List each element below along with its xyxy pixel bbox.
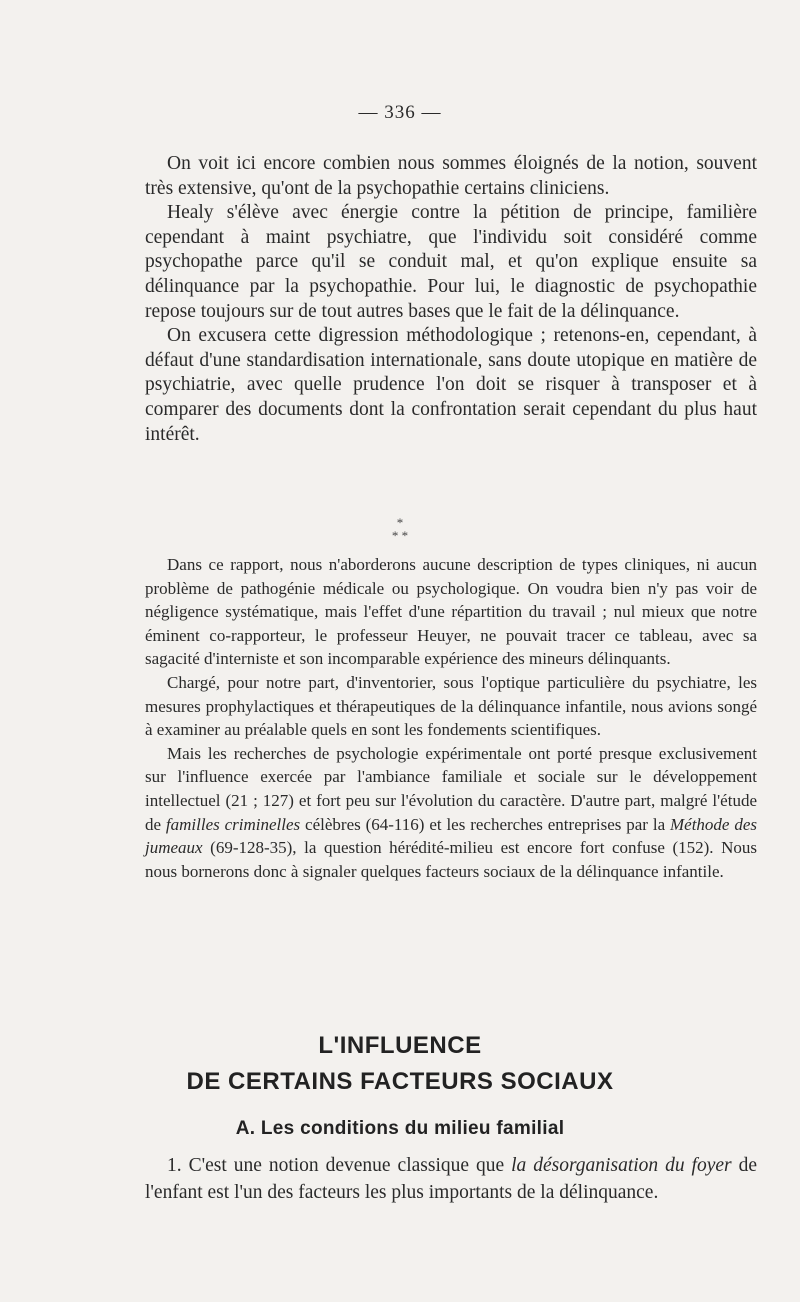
paragraph-healy: Healy s'élève avec énergie contre la pétition de principe, familière cependant à maint psychiatre, que l'individu soit considéré comme psychopathe parce qu'il se conduit mal, et qu'on explique ensuite sa délinquance par la psychopathie. Pour lui, le diagnostic de psychopathie repose toujours sur de tout autres bases que le fait de la délinquance.: [145, 202, 757, 322]
family-section: [145, 1152, 757, 1206]
paragraph-psychopathy-notion: On voit ici encore combien nous sommes éloignés de la notion, souvent très extensive, qu'ont de la psychopathie certains cliniciens.: [145, 153, 757, 199]
paragraph-report-scope: Dans ce rapport, nous n'aborderons aucune description de types cliniques, ni aucun problème de pathogénie médicale ou psychologique. On voudra bien n'y pas voir de négligence systématique, mais l'effet d'une répartition du travail ; nul mieux que notre éminent co-rapporteur, le professeur Heuyer, ne pouvait tracer ce tableau, avec sa sagacité d'interniste et son incomparable expérience des mineurs délinquants.: [145, 555, 757, 669]
family-text-1: 1. C'est une notion devenue classique que: [167, 1155, 512, 1176]
research-text-3: (69-128-35), la question hérédité-milieu est encore fort confuse (152). Nous nous bornerons donc à signaler quelques facteurs sociaux de la délinquance infantile.: [145, 838, 757, 881]
page-number: — 336 —: [358, 102, 442, 123]
asterism-bottom: * *: [391, 528, 409, 543]
paragraph-inventory: Chargé, pour notre part, d'inventorier, sous l'optique particulière du psychiatre, les mesures prophylactiques et thérapeutiques de la délinquance infantile, nous avions songé à examiner au préalable quels en sont les fondements scientifiques.: [145, 672, 757, 740]
chapter-heading-line1: L'INFLUENCE: [318, 1032, 482, 1059]
paragraph-digression: On excusera cette digression méthodologique ; retenons-en, cependant, à défaut d'une standardisation internationale, sans doute utopique en matière de psychiatrie, avec quelle prudence l'on doit se risquer à transposer et à comparer des documents dont la confrontation serait cependant du plus haut intérêt.: [145, 325, 757, 445]
research-emphasis-families: familles criminelles: [165, 814, 301, 834]
family-emphasis: la désorganisation du foyer: [511, 1155, 732, 1176]
intro-section: [145, 152, 757, 447]
research-emphasis-twins: Méthode des jumeaux: [145, 814, 758, 858]
asterism-top: *: [396, 515, 404, 530]
paragraph-research: [145, 742, 757, 884]
research-text-1: Mais les recherches de psychologie expérimentale ont porté presque exclusivement sur l'influence exercée par l'ambiance familiale et sociale sur le développement intellectuel (21 ; 127) et fort peu sur l'évolution du caractère. D'autre part, malgré l'étude de: [145, 743, 757, 834]
asterism-separator: [0, 516, 800, 542]
chapter-heading-line2: DE CERTAINS FACTEURS SOCIAUX: [186, 1068, 614, 1095]
family-text-2: de l'enfant est l'un des facteurs les plus importants de la délinquance.: [145, 1155, 758, 1203]
section-subheading: A. Les conditions du milieu familial: [235, 1118, 565, 1139]
report-section: [145, 553, 757, 883]
paragraph-family-disorganization: [145, 1152, 757, 1206]
research-text-2: célèbres (64-116) et les recherches entreprises par la: [300, 814, 670, 834]
